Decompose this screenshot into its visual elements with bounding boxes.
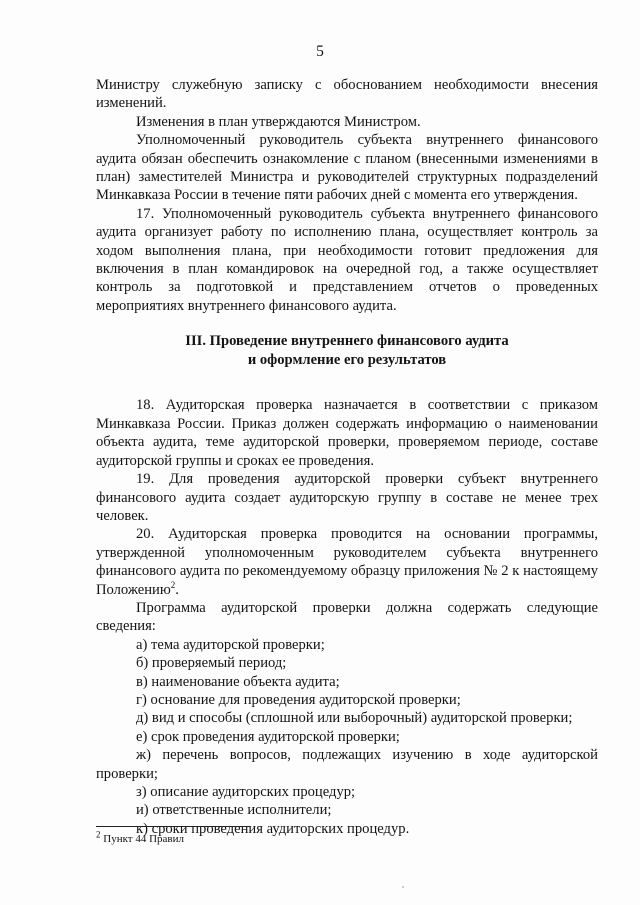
section-heading-line-1: III. Проведение внутреннего финансового аудита: [185, 333, 509, 350]
document-body: [96, 76, 598, 838]
list-item: е) срок проведения аудиторской проверки;: [136, 728, 400, 745]
list-item: и) ответственные исполнители;: [136, 802, 332, 819]
list-item: ж) перечень вопросов, подлежащих изучению в ходе аудиторской проверки;: [96, 747, 598, 782]
paragraph-item-20: [96, 525, 598, 599]
paragraph-plan-approval: Изменения в план утверждаются Министром.: [136, 113, 421, 130]
scan-speck: [402, 886, 404, 888]
paragraph-item-17: 17. Уполномоченный руководитель субъекта внутреннего финансового аудита организует работу по исполнению плана, осуществляет контроль за ходом выполнения плана, при необходимости готовит предложения для включения в план командировок на очередной год, а также осуществляет контроль за подготовкой и представлением отчетов о проведенных мероприятиях внутреннего финансового аудита.: [96, 205, 598, 314]
footnote-marker: 2: [96, 829, 101, 840]
list-item: д) вид и способы (сплошной или выборочный) аудиторской проверки;: [136, 710, 573, 727]
paragraph-plan-familiarization: Уполномоченный руководитель субъекта внутреннего финансового аудита обязан обеспечить ознакомление с планом (внесенными изменениями в план) заместителей Министра и руководителей структурных подразделений Минкавказа России в течение пяти рабочих дней с момента его утверждения.: [96, 132, 598, 204]
paragraph-item-19: 19. Для проведения аудиторской проверки субъект внутреннего финансового аудита создает аудиторскую группу в составе не менее трех человек.: [96, 471, 598, 524]
footnote-divider: [96, 826, 250, 827]
paragraph-item-20-end: .: [175, 581, 179, 598]
footnote: [96, 829, 184, 846]
section-heading-line-2: и оформление его результатов: [247, 351, 447, 368]
list-item: в) наименование объекта аудита;: [136, 673, 340, 690]
paragraph-item-20-text: 20. Аудиторская проверка проводится на основании программы, утвержденной уполномоченным руководителем субъекта внутреннего финансового аудита по рекомендуемому образцу приложения № 2 к настоящему Положению: [96, 526, 598, 598]
list-item: з) описание аудиторских процедур;: [136, 784, 356, 800]
list-item: г) основание для проведения аудиторской проверки;: [136, 691, 461, 708]
paragraph-item-18: 18. Аудиторская проверка назначается в соответствии с приказом Минкавказа России. Приказ должен содержать информацию о наименовании объекта аудита, теме аудиторской проверки, проверяемом периоде, составе аудиторской группы и сроках ее проведения.: [96, 397, 598, 469]
footnote-reference: 2: [170, 579, 176, 590]
list-item: к) сроки проведения аудиторских процедур.: [136, 820, 410, 837]
page-number: 5: [316, 43, 324, 60]
list-item: а) тема аудиторской проверки;: [136, 636, 325, 653]
list-item: б) проверяемый период;: [136, 655, 287, 672]
paragraph-program-contents: Программа аудиторской проверки должна содержать следующие сведения:: [96, 599, 598, 635]
section-heading: [96, 332, 598, 369]
paragraph-continuation: Министру служебную записку с обоснованием необходимости внесения изменений.: [96, 77, 598, 112]
footnote-text: Пункт 44 Правил: [100, 833, 184, 845]
